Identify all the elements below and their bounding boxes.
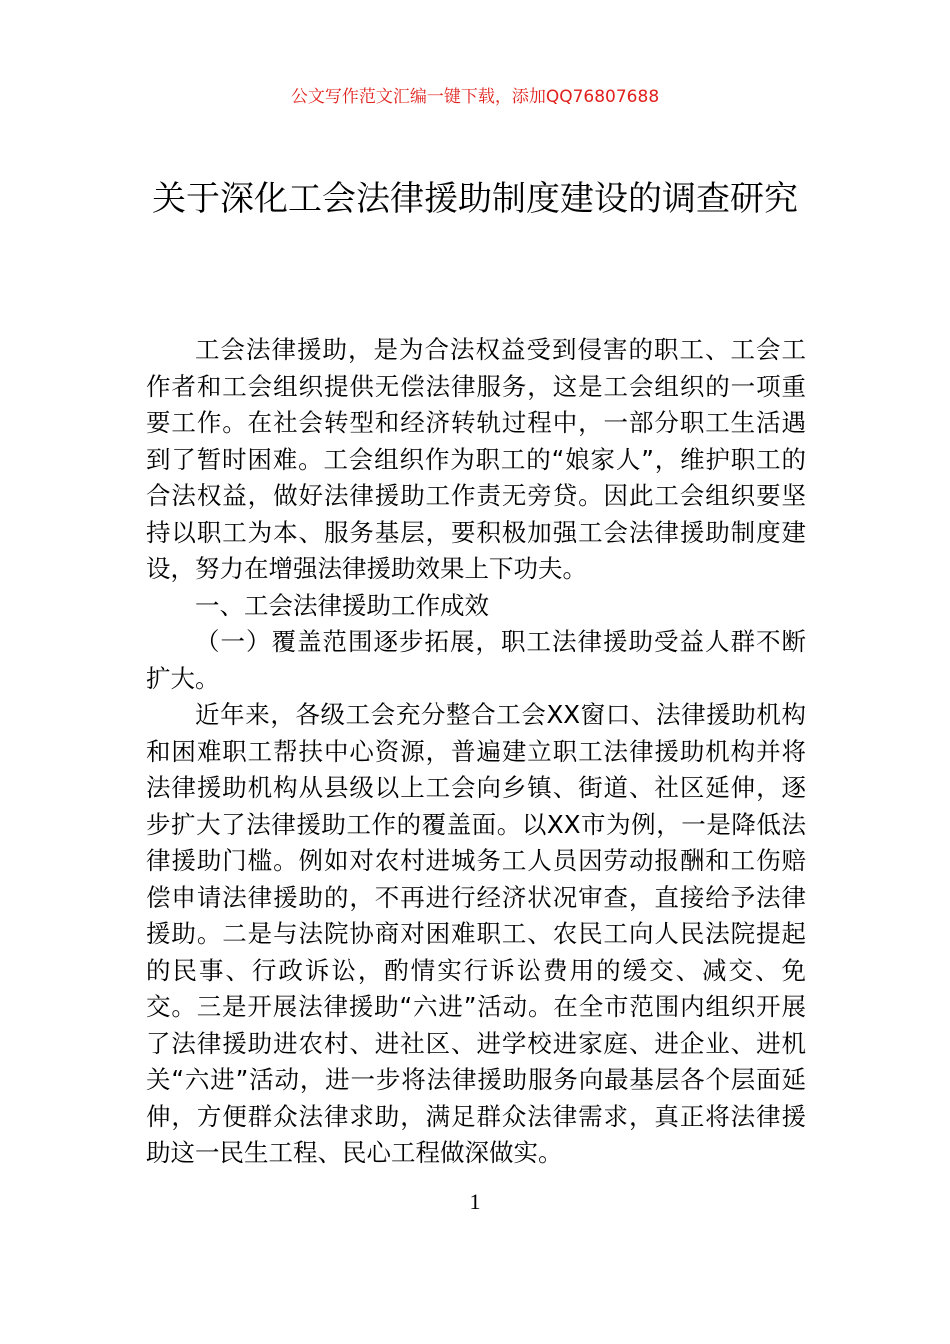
subsection-heading-1: （一）覆盖范围逐步拓展，职工法律援助受益人群不断扩大。 xyxy=(146,627,806,693)
page-number: 1 xyxy=(469,1189,481,1214)
intro-paragraph: 工会法律援助，是为合法权益受到侵害的职工、工会工作者和工会组织提供无偿法律服务，这是工会组织的一项重要工作。在社会转型和经济转轨过程中，一部分职工生活遇到了暂时困难。工会组织作为职工的“娘家人”，维护职工的合法权益，做好法律援助工作责无旁贷。因此工会组织要坚持以职工为本、服务基层，要积极加强工会法律援助制度建设，努力在增强法律援助效果上下功夫。 xyxy=(146,335,806,583)
download-notice: 公文写作范文汇编一键下载，添加QQ76807688 xyxy=(290,87,660,107)
document-body xyxy=(146,332,806,1172)
body-paragraph: 近年来，各级工会充分整合工会XX窗口、法律援助机构和困难职工帮扶中心资源，普遍建立职工法律援助机构并将法律援助机构从县级以上工会向乡镇、街道、社区延伸，逐步扩大了法律援助工作的覆盖面。以XX市为例，一是降低法律援助门槛。例如对农村进城务工人员因劳动报酬和工伤赔偿申请法律援助的，不再进行经济状况审查，直接给予法律援助。二是与法院协商对困难职工、农民工向人民法院提起的民事、行政诉讼，酌情实行诉讼费用的缓交、减交、免交。三是开展法律援助“六进”活动。在全市范围内组织开展了法律援助进农村、进社区、进学校进家庭、进企业、进机关“六进”活动，进一步将法律援助服务向最基层各个层面延伸，方便群众法律求助，满足群众法律需求，真正将法律援助这一民生工程、民心工程做深做实。 xyxy=(146,700,806,1167)
document-title: 关于深化工会法律援助制度建设的调查研究 xyxy=(152,179,798,219)
section-heading-1: 一、工会法律援助工作成效 xyxy=(195,590,489,620)
